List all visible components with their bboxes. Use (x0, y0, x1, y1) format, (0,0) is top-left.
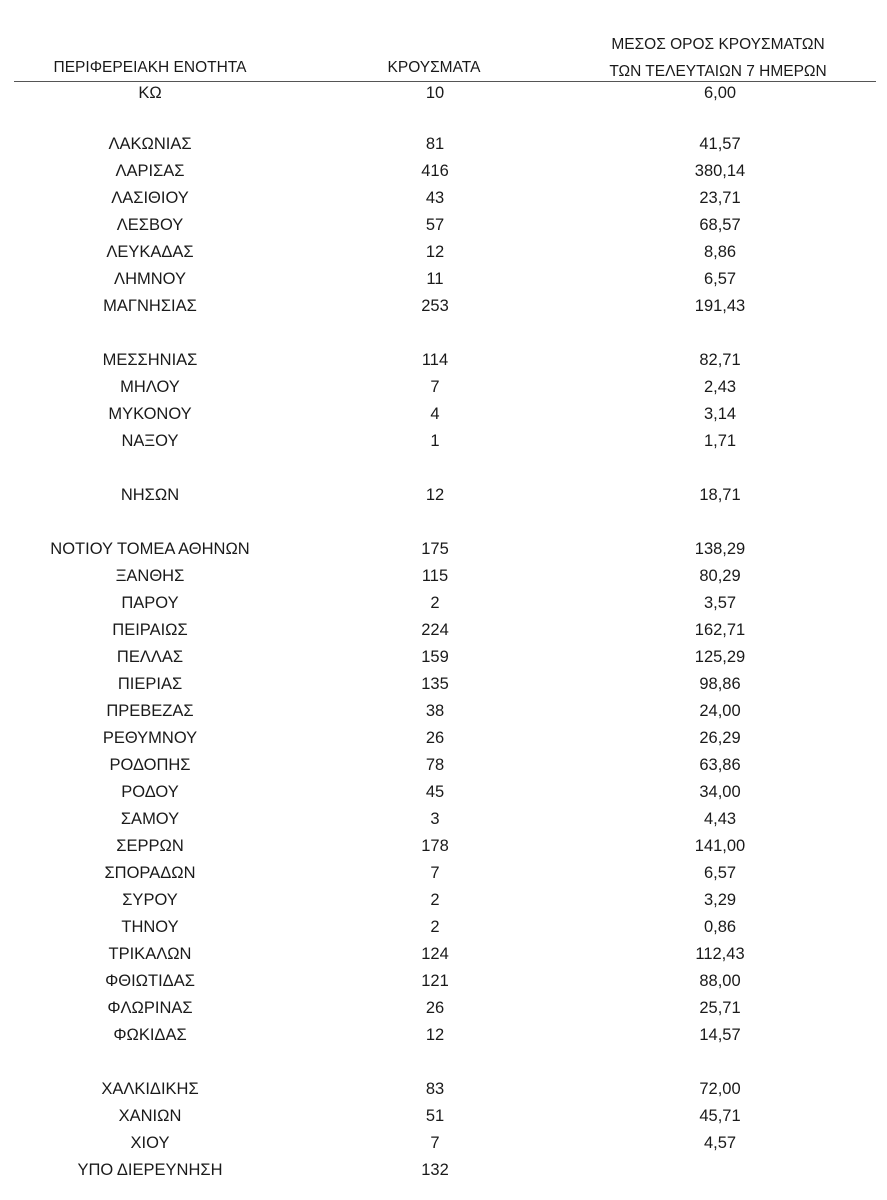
cases-cell: 4 (430, 405, 440, 423)
region-cell: ΛΑΣΙΘΙΟΥ (111, 189, 189, 207)
region-cell: ΚΩ (138, 84, 162, 102)
cases-cell: 135 (421, 675, 449, 693)
cases-cell: 114 (421, 351, 449, 369)
region-cell: ΦΛΩΡΙΝΑΣ (107, 999, 193, 1017)
table-row (0, 216, 887, 242)
average-cell: 8,86 (703, 243, 737, 261)
region-cell: ΛΕΣΒΟΥ (116, 216, 184, 234)
average-cell: 98,86 (699, 675, 741, 693)
table-row (0, 162, 887, 188)
region-cell: ΠΕΙΡΑΙΩΣ (112, 621, 188, 639)
cases-cell: 124 (421, 945, 449, 963)
cases-cell: 115 (421, 567, 449, 585)
table-row (0, 621, 887, 647)
table-row (0, 675, 887, 701)
cases-cell: 10 (425, 84, 445, 102)
region-cell: ΛΑΚΩΝΙΑΣ (108, 135, 192, 153)
table-row (0, 999, 887, 1025)
cases-cell: 1 (430, 432, 440, 450)
cases-cell: 175 (421, 540, 449, 558)
table-row (0, 405, 887, 431)
region-cell: ΝΑΞΟΥ (121, 432, 179, 450)
average-cell: 3,57 (703, 594, 737, 612)
region-cell: ΠΡΕΒΕΖΑΣ (106, 702, 194, 720)
average-cell: 0,86 (703, 918, 737, 936)
table-row (0, 837, 887, 863)
cases-cell: 38 (425, 702, 445, 720)
region-cell: ΣΠΟΡΑΔΩΝ (104, 864, 196, 882)
header-cases: ΚΡΟΥΣΜΑΤΑ (387, 59, 481, 76)
cases-cell: 3 (430, 810, 440, 828)
table-row (0, 84, 887, 110)
cases-cell: 121 (421, 972, 449, 990)
region-cell: ΛΗΜΝΟΥ (114, 270, 186, 288)
table-row (0, 297, 887, 323)
average-cell: 380,14 (694, 162, 746, 180)
average-cell: 14,57 (699, 1026, 741, 1044)
region-cell: ΠΕΛΛΑΣ (116, 648, 184, 666)
table-row (0, 1026, 887, 1052)
average-cell: 82,71 (699, 351, 741, 369)
region-cell: ΦΩΚΙΔΑΣ (113, 1026, 187, 1044)
average-cell: 6,57 (703, 864, 737, 882)
header-region: ΠΕΡΙΦΕΡΕΙΑΚΗ ΕΝΟΤΗΤΑ (53, 59, 247, 76)
region-cell: ΤΗΝΟΥ (121, 918, 179, 936)
header-divider (14, 81, 876, 82)
table-row (0, 540, 887, 566)
cases-cell: 178 (421, 837, 449, 855)
table-row (0, 1107, 887, 1133)
cases-cell: 12 (425, 243, 445, 261)
table-row (0, 135, 887, 161)
region-cell: ΧΙΟΥ (130, 1134, 170, 1152)
cases-cell: 12 (425, 1026, 445, 1044)
average-cell: 41,57 (699, 135, 741, 153)
header-average (582, 31, 854, 85)
region-cell: ΤΡΙΚΑΛΩΝ (108, 945, 192, 963)
cases-cell: 81 (425, 135, 445, 153)
region-cell: ΦΘΙΩΤΙΔΑΣ (105, 972, 195, 990)
cases-cell: 43 (425, 189, 445, 207)
region-cell: ΜΥΚΟΝΟΥ (108, 405, 192, 423)
cases-cell: 159 (421, 648, 449, 666)
region-cell: ΣΥΡΟΥ (122, 891, 178, 909)
table-row (0, 378, 887, 404)
cases-cell: 26 (425, 999, 445, 1017)
cases-cell: 416 (421, 162, 449, 180)
region-cell: ΞΑΝΘΗΣ (115, 567, 185, 585)
region-cell: ΣΑΜΟΥ (120, 810, 180, 828)
region-cell: ΜΑΓΝΗΣΙΑΣ (103, 297, 197, 315)
average-cell: 4,57 (703, 1134, 737, 1152)
region-cell: ΠΙΕΡΙΑΣ (117, 675, 183, 693)
table-row (0, 432, 887, 458)
average-cell: 162,71 (694, 621, 746, 639)
average-cell: 80,29 (699, 567, 741, 585)
average-cell: 24,00 (699, 702, 741, 720)
average-cell: 45,71 (699, 1107, 741, 1125)
table-row (0, 810, 887, 836)
average-cell: 2,43 (703, 378, 737, 396)
region-cell: ΡΕΘΥΜΝΟΥ (102, 729, 198, 747)
average-cell: 112,43 (695, 945, 745, 963)
table-row (0, 702, 887, 728)
region-cell: ΝΟΤΙΟΥ ΤΟΜΕΑ ΑΘΗΝΩΝ (50, 540, 250, 558)
average-cell: 125,29 (694, 648, 746, 666)
region-cell: ΝΗΣΩΝ (120, 486, 180, 504)
table-row (0, 972, 887, 998)
table-row (0, 1080, 887, 1106)
average-cell: 26,29 (699, 729, 741, 747)
cases-cell: 26 (425, 729, 445, 747)
region-cell: ΧΑΛΚΙΔΙΚΗΣ (101, 1080, 199, 1098)
cases-cell: 45 (425, 783, 445, 801)
average-cell: 23,71 (699, 189, 741, 207)
table-row (0, 594, 887, 620)
average-cell: 34,00 (699, 783, 741, 801)
average-cell: 63,86 (699, 756, 741, 774)
average-cell: 1,71 (703, 432, 737, 450)
region-cell: ΠΑΡΟΥ (121, 594, 179, 612)
table-row (0, 918, 887, 944)
region-cell: ΜΗΛΟΥ (120, 378, 180, 396)
table-row (0, 1134, 887, 1160)
cases-cell: 253 (421, 297, 449, 315)
header-average-line1: ΜΕΣΟΣ ΟΡΟΣ ΚΡΟΥΣΜΑΤΩΝ (611, 36, 825, 53)
average-cell: 191,43 (694, 297, 746, 315)
table-row (0, 189, 887, 215)
cases-cell: 2 (430, 918, 440, 936)
cases-cell: 132 (421, 1161, 449, 1179)
region-cell: ΡΟΔΟΠΗΣ (109, 756, 191, 774)
region-cell: ΡΟΔΟΥ (121, 783, 179, 801)
table-row (0, 567, 887, 593)
region-cell: ΥΠΟ ΔΙΕΡΕΥΝΗΣΗ (77, 1161, 223, 1179)
region-cell: ΧΑΝΙΩΝ (118, 1107, 182, 1125)
average-cell: 141,00 (694, 837, 746, 855)
header-average-line2: ΤΩΝ ΤΕΛΕΥΤΑΙΩΝ 7 ΗΜΕΡΩΝ (609, 63, 827, 80)
table-row (0, 783, 887, 809)
average-cell: 68,57 (699, 216, 741, 234)
average-cell: 6,00 (703, 84, 737, 102)
average-cell: 72,00 (699, 1080, 741, 1098)
table-row (0, 648, 887, 674)
table-row (0, 486, 887, 512)
region-cell: ΜΕΣΣΗΝΙΑΣ (102, 351, 198, 369)
average-cell: 25,71 (699, 999, 741, 1017)
cases-cell: 7 (430, 864, 440, 882)
region-cell: ΛΑΡΙΣΑΣ (115, 162, 185, 180)
table-row (0, 864, 887, 890)
average-cell: 138,29 (694, 540, 746, 558)
cases-cell: 57 (425, 216, 445, 234)
region-cell: ΛΕΥΚΑΔΑΣ (106, 243, 194, 261)
cases-cell: 78 (425, 756, 445, 774)
table-row (0, 1161, 887, 1187)
cases-cell: 12 (425, 486, 445, 504)
average-cell: 4,43 (703, 810, 737, 828)
table-row (0, 945, 887, 971)
cases-cell: 224 (421, 621, 449, 639)
average-cell: 3,14 (703, 405, 737, 423)
cases-cell: 11 (426, 270, 444, 288)
cases-cell: 83 (425, 1080, 445, 1098)
table-row (0, 351, 887, 377)
table-row (0, 729, 887, 755)
cases-cell: 7 (430, 378, 440, 396)
table-row (0, 891, 887, 917)
cases-cell: 2 (430, 891, 440, 909)
average-cell: 18,71 (699, 486, 741, 504)
average-cell: 88,00 (699, 972, 741, 990)
cases-cell: 2 (430, 594, 440, 612)
table-row (0, 243, 887, 269)
table-row (0, 756, 887, 782)
average-cell: 3,29 (703, 891, 737, 909)
average-cell: 6,57 (703, 270, 737, 288)
cases-cell: 7 (430, 1134, 440, 1152)
cases-cell: 51 (425, 1107, 445, 1125)
region-cell: ΣΕΡΡΩΝ (116, 837, 184, 855)
table-row (0, 270, 887, 296)
